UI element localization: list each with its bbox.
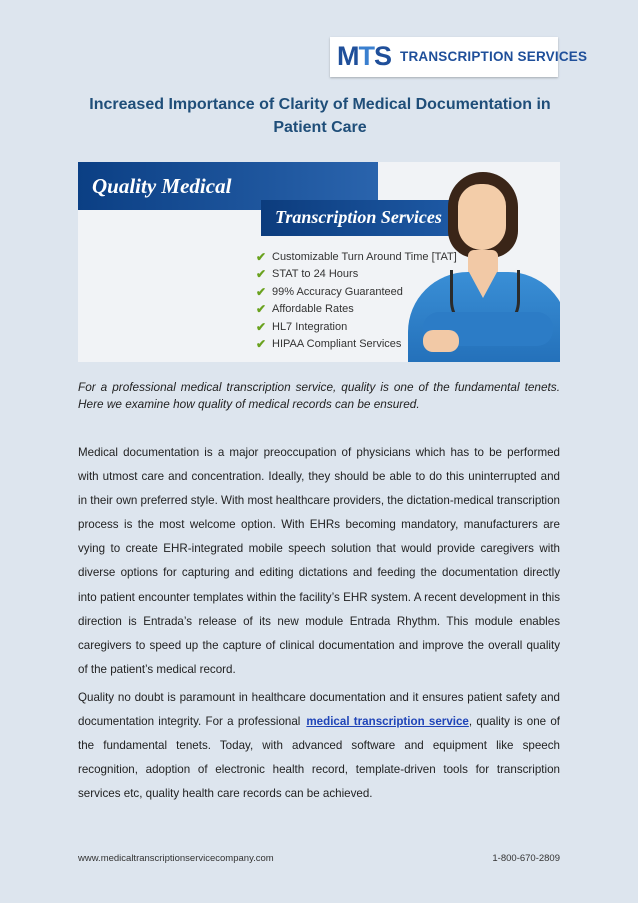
logo-mark: MTS bbox=[337, 41, 392, 71]
footer-website: www.medicaltranscriptionservicecompany.com bbox=[78, 853, 274, 864]
medical-transcription-link[interactable]: medical transcription service bbox=[306, 715, 469, 729]
check-icon: ✔ bbox=[256, 284, 267, 299]
paragraph-2-end: , quality is one of the fundamental tenets. Today, with advanced software and equipment like speech recognition, adoption of electronic health record, template-driven tools for transcription services etc, quality health care records can be achieved. bbox=[78, 715, 561, 801]
feature-text: 99% Accuracy Guaranteed bbox=[272, 285, 403, 298]
nurse-face bbox=[458, 184, 506, 250]
feature-item bbox=[256, 266, 457, 284]
intro-text: For a professional medical transcription service, quality is one of the fundamental tenets. Here we examine how quality of medical records can be ensured. bbox=[78, 380, 560, 411]
paragraph-2 bbox=[78, 686, 560, 806]
company-logo bbox=[330, 37, 588, 77]
logo-name: TRANSCRIPTION SERVICES bbox=[400, 49, 588, 64]
banner-heading-2: Transcription Services bbox=[275, 207, 442, 227]
paragraph-1: Medical documentation is a major preoccupation of physicians which has to be performed with utmost care and concentration. Ideally, they should be able to do this uninterrupted and in their own preferred style. With most healthcare providers, the dictation-medical transcription process is the most welcome option. With EHRs becoming mandatory, manufacturers are vying to create EHR-integrated mobile speech solution that would provide caregivers with diverse options for capturing and editing dictations and feeding the documentation directly into patient encounter templates within the facility’s EHR system. A recent development in this direction is Entrada’s release of its new module Entrada Rhythm. This module enables caregivers to speed up the capture of clinical documentation and improve the overall quality of the patient’s medical record. bbox=[78, 446, 560, 676]
feature-text: Customizable Turn Around Time [TAT] bbox=[272, 250, 457, 263]
check-icon: ✔ bbox=[256, 249, 267, 264]
feature-text: HL7 Integration bbox=[272, 320, 348, 333]
paragraph-2-start: Quality no doubt is paramount in healthcare documentation and it ensures patient safety and documentation integrity. For a professional bbox=[78, 691, 560, 729]
feature-text: Affordable Rates bbox=[272, 303, 354, 316]
banner-heading-1: Quality Medical bbox=[92, 174, 232, 198]
footer-phone: 1-800-670-2809 bbox=[492, 853, 560, 864]
feature-text: STAT to 24 Hours bbox=[272, 268, 359, 281]
feature-text: HIPAA Compliant Services bbox=[272, 338, 402, 351]
check-icon: ✔ bbox=[256, 319, 267, 334]
feature-item bbox=[256, 248, 457, 266]
check-icon: ✔ bbox=[256, 302, 267, 317]
banner-image bbox=[78, 162, 560, 362]
check-icon: ✔ bbox=[256, 337, 267, 352]
page-title: Increased Importance of Clarity of Medical Documentation in Patient Care bbox=[89, 96, 551, 136]
check-icon: ✔ bbox=[256, 267, 267, 282]
page-footer bbox=[78, 853, 560, 864]
nurse-hand bbox=[423, 330, 459, 352]
